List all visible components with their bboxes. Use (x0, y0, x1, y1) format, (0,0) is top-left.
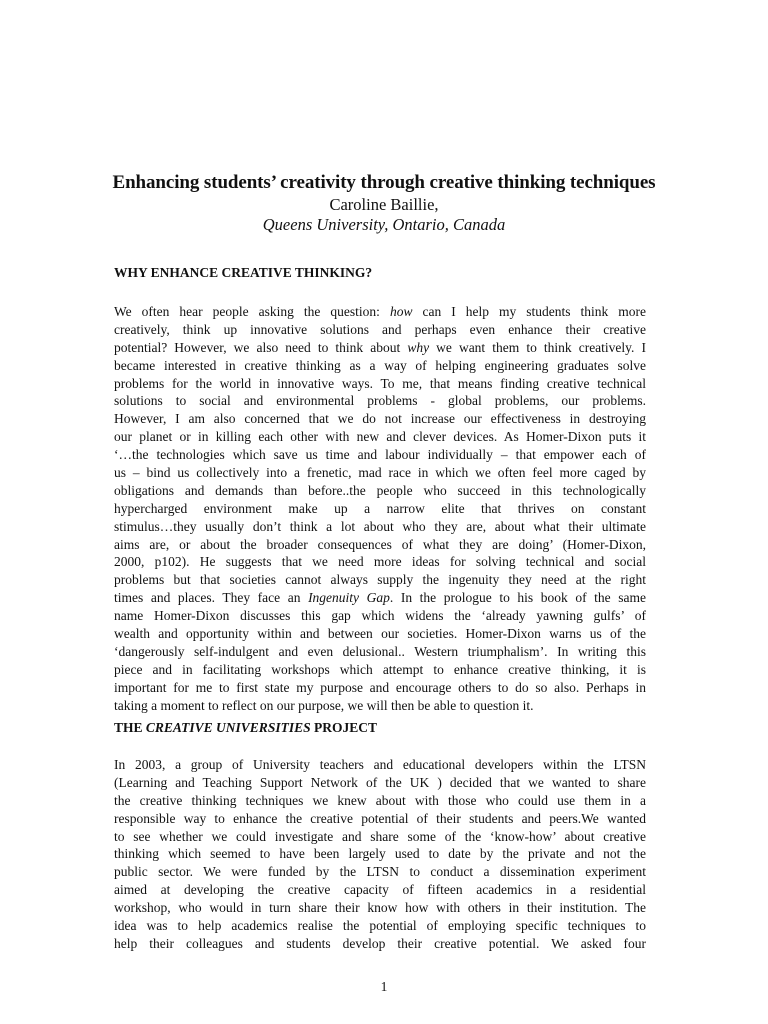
text-line-segment: problems but that societies cannot always supply the ingenuity they need at the right (114, 572, 646, 588)
text-line (114, 661, 646, 679)
emphasized-text: how (389, 304, 413, 319)
text-line (114, 935, 646, 953)
text-line (114, 482, 646, 500)
text-line (114, 917, 646, 935)
text-line-segment: piece and in facilitating workshops which attempt to enhance creative thinking, it is (114, 661, 646, 677)
text-line-segment: idea was to help academics realise the potential of employing specific techniques to (114, 918, 646, 934)
heading-suffix: PROJECT (310, 720, 377, 735)
text-line-segment: thinking which seemed to have been largely used to date by the private and not the (114, 846, 646, 862)
text-line (114, 607, 646, 625)
text-line (114, 810, 646, 828)
text-line (114, 375, 646, 393)
text-line (114, 321, 646, 339)
text-line-segment: problems for the world in innovative ways. To me, that means finding creative technical (114, 375, 646, 391)
emphasized-text: why (407, 339, 430, 355)
text-line (114, 863, 646, 881)
text-line-segment: to see whether we could investigate and share some of the ‘know-how’ about creative (114, 828, 646, 844)
heading-emphasis: CREATIVE UNIVERSITIES (145, 720, 311, 735)
text-line (114, 697, 646, 715)
document-title: Enhancing students’ creativity through creative thinking techniques (112, 172, 656, 193)
text-line-segment: obligations and demands than before..the people who succeed in this technologically (114, 482, 646, 498)
text-line-segment: workshop, who would in turn share their know how with others in their institution. The (114, 900, 646, 916)
text-line-segment: We often hear people asking the question: (114, 304, 390, 319)
text-line (114, 464, 646, 482)
text-line-segment: solutions to social and environmental problems - global problems, our problems. (114, 393, 646, 409)
text-line (114, 792, 646, 810)
text-line-segment: times and places. They face an (114, 590, 309, 606)
text-line-segment: public sector. We were funded by the LTSN to conduct a dissemination experiment (114, 864, 646, 880)
text-line (114, 357, 646, 375)
text-line (114, 446, 646, 464)
text-line (114, 428, 646, 446)
text-line (114, 571, 646, 589)
text-line-segment: hypercharged environment make up a narrow elite that thrives on constant (114, 500, 646, 516)
text-line-segment: important for me to first state my purpose and encourage others to do so also. Perhaps in (114, 679, 646, 695)
text-line (114, 625, 646, 643)
text-line-segment: wealth and opportunity within and between our societies. Homer-Dixon warns us of the (114, 626, 646, 642)
text-line (114, 899, 646, 917)
text-line (114, 845, 646, 863)
text-line (114, 756, 646, 774)
text-line (114, 881, 646, 899)
author-affiliation: Queens University, Ontario, Canada (262, 215, 506, 234)
text-line (114, 774, 646, 792)
text-line (114, 392, 646, 410)
text-line-segment: However, I am also concerned that we do not increase our effectiveness in destroying (114, 411, 646, 427)
text-line (114, 828, 646, 846)
text-line (114, 553, 646, 571)
text-line (114, 518, 646, 536)
text-line-segment: In 2003, a group of University teachers and educational developers within the LTSN (114, 757, 646, 772)
text-line-segment: the creative thinking techniques we knew about with those who could use them in a (114, 792, 646, 808)
text-line (114, 643, 646, 661)
text-line-segment: we want them to think creatively. I (429, 339, 646, 355)
text-line-segment: taking a moment to reflect on our purpose, we will then be able to question it. (114, 697, 534, 713)
text-line (114, 410, 646, 428)
text-line (114, 679, 646, 697)
text-line (114, 536, 646, 554)
text-line-segment: became interested in creative thinking as a way of helping engineering graduates solve (114, 357, 646, 373)
text-line-segment: help their colleagues and students develop their creative potential. We asked four (114, 935, 646, 951)
text-line-segment: responsible way to enhance the creative potential of their students and peers.We wanted (114, 810, 646, 826)
text-line (114, 589, 646, 607)
text-line-segment: . In the prologue to his book of the same (389, 590, 646, 606)
text-line-segment: potential? However, we also need to think about (114, 339, 408, 355)
text-line-segment: aims are, or about the broader consequences of what they are doing’ (Homer-Dixon, (114, 536, 646, 552)
text-line-segment: us – bind us collectively into a frenetic, mad race in which we often feel more caged by (114, 465, 646, 481)
heading-prefix: THE (114, 720, 146, 735)
text-line-segment: aimed at developing the creative capacity of fifteen academics in a residential (114, 882, 646, 898)
emphasized-text: Ingenuity Gap (308, 590, 390, 606)
section-heading-creative-universities (114, 719, 377, 737)
text-line-segment: (Learning and Teaching Support Network of the UK ) decided that we wanted to share (114, 774, 646, 790)
text-line-segment: name Homer-Dixon discusses this gap which widens the ‘already yawning gulfs’ of (114, 608, 646, 624)
text-line-segment: can I help my students think more (412, 304, 647, 319)
text-line-segment: 2000, p102). He suggests that we need more ideas for solving technical and social (114, 554, 646, 570)
text-line-segment: creatively, think up innovative solutions and perhaps even enhance their creative (114, 321, 646, 337)
text-line-segment: ‘…the technologies which save us time and labour individually – that empower each of (114, 447, 646, 463)
author-name: Caroline Baillie, (329, 195, 439, 214)
section-paragraph-why-enhance (114, 303, 646, 714)
text-line-segment: stimulus…they usually don’t think a lot about who they are, about what their ultimate (114, 518, 646, 534)
text-line-segment: our planet or in killing each other with new and clever devices. As Homer-Dixon puts it (114, 429, 646, 445)
section-heading-why-enhance: WHY ENHANCE CREATIVE THINKING? (114, 265, 373, 280)
text-line (114, 500, 646, 518)
text-line-segment: ‘dangerously self-indulgent and even delusional.. Western triumphalism’. In writing this (114, 643, 646, 659)
text-line (114, 303, 646, 321)
section-paragraph-creative-universities (114, 756, 646, 953)
page-number: 1 (380, 979, 388, 994)
text-line (114, 339, 646, 357)
